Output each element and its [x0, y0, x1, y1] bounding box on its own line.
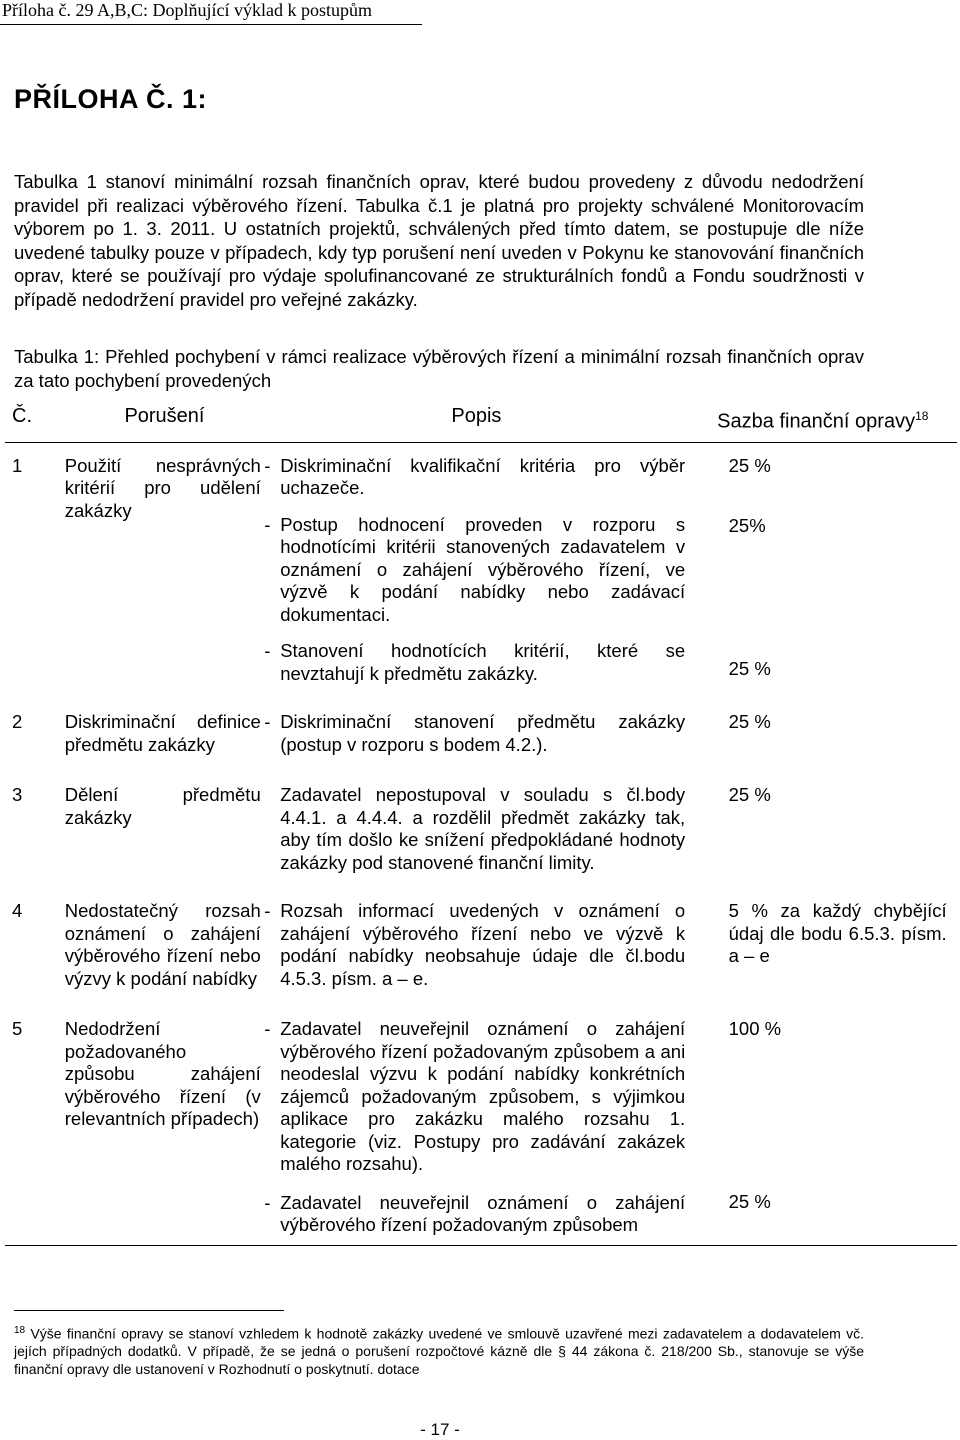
item-dash: -	[264, 513, 271, 535]
violation-cell	[65, 768, 264, 884]
footnote-text: Výše finanční opravy se stanoví vzhledem k hodnotě zakázky uvedené ve smlouvě uzavřené mezi zadavatelem a dodavatelem vč. jejích případných dodatků. V případě, že se jedná o porušení rozpočtové kázně dle § 44 zákona č. 218/200 Sb., stanovuje se výše finanční opravy dle ustanovení v Rozhodnutí o poskytnutí. dotace	[14, 1325, 865, 1377]
footnote	[14, 1322, 864, 1378]
item-dash: -	[264, 711, 271, 732]
violation-text: Nedostatečný rozsah oznámení o zahájení výběrového řízení nebo výzvy k podání nabídky	[64, 900, 261, 989]
row-number	[5, 442, 65, 695]
rate-value: 5 % za každý chybějící údaj dle bodu 6.5.3. písm. a – e	[728, 900, 947, 966]
rate-value: 25 %	[728, 1190, 771, 1212]
item-text: Zadavatel nepostupoval v souladu s čl.body 4.4.1. a 4.4.4. a rozdělil předmět zakázky tak, aby tím došlo ke snížení předpokládané hodnoty zakázky pod stanovené finanční limity.	[280, 784, 686, 873]
rate-cell	[689, 695, 957, 768]
description-item	[264, 1018, 685, 1176]
table-header-row	[5, 405, 957, 442]
table-row	[5, 768, 957, 884]
item-text: Rozsah informací uvedených v oznámení o zahájení výběrového řízení nebo ve výzvě k podání nabídky neobsahuje údaje dle čl.bodu 4.5.3. písm. a – e.	[280, 900, 686, 989]
rate-value: 25 %	[728, 784, 771, 805]
description-item	[264, 640, 685, 685]
table-row	[5, 695, 957, 768]
row-number-text: 3	[12, 784, 23, 805]
description-item	[264, 900, 685, 990]
rate-cell	[689, 442, 957, 695]
rate-value: 100 %	[728, 1018, 782, 1039]
rate-value: 25%	[728, 515, 766, 536]
row-number	[5, 768, 65, 884]
description-item	[264, 711, 685, 756]
violation-cell	[65, 695, 264, 768]
table-row	[5, 884, 957, 1002]
page-header: Příloha č. 29 A,B,C: Doplňující výklad k postupům	[0, 0, 422, 25]
footnote-number: 18	[14, 1325, 26, 1336]
intro-paragraph: Tabulka 1 stanoví minimální rozsah finančních oprav, které budou provedeny z důvodu nedodržení pravidel při realizaci výběrového řízení. Tabulka č.1 je platná pro projekty schválené Monitorovacím výborem po 1. 3. 2011. U ostatních projektů, schválených před tímto datem, se postupuje dle níže uvedené tabulky pouze v případech, kdy typ porušení není uveden v Pokynu ke stanovování finančních oprav, které se používají pro výdaje spolufinancované ze strukturálních fondů a Fondu soudržnosti v případě nedodržení pravidel pro veřejné zakázky.	[14, 171, 864, 310]
description-cell	[264, 768, 688, 884]
row-number-text: 4	[12, 900, 23, 921]
violation-text: Diskriminační definice předmětu zakázky	[64, 711, 261, 755]
item-dash: -	[264, 454, 271, 476]
violation-text: Použití nesprávných kritérií pro udělení zakázky	[64, 454, 261, 521]
rate-value: 25 %	[728, 454, 771, 476]
header-rate-label: Sazba finanční opravy	[717, 410, 916, 433]
table-row	[5, 442, 957, 695]
item-dash: -	[264, 1191, 271, 1213]
rate-cell	[689, 884, 957, 1002]
page-number: - 17 -	[420, 1420, 460, 1439]
row-number	[5, 695, 65, 768]
item-text: Stanovení hodnotících kritérií, které se nevztahují k předmětu zakázky.	[280, 640, 686, 684]
corrections-table	[5, 405, 957, 1246]
header-rate-footnote-ref: 18	[915, 409, 929, 423]
row-number-text: 2	[12, 711, 23, 732]
item-text: Diskriminační kvalifikační kritéria pro výběr uchazeče.	[280, 454, 686, 498]
violation-text: Nedodržení požadovaného způsobu zahájení výběrového řízení (v relevantních případech)	[64, 1018, 261, 1129]
table-caption: Tabulka 1: Přehled pochybení v rámci realizace výběrových řízení a minimální rozsah finančních oprav za tato pochybení provedených	[14, 346, 864, 391]
header-description: Popis	[264, 405, 688, 442]
description-cell	[264, 695, 688, 768]
description-item	[264, 514, 685, 627]
violation-text: Dělení předmětu zakázky	[64, 784, 261, 828]
violation-cell	[65, 884, 264, 1002]
item-text: Diskriminační stanovení předmětu zakázky (postup v rozporu s bodem 4.2.).	[280, 711, 686, 755]
page-title: PŘÍLOHA Č. 1:	[14, 84, 208, 114]
rate-value: 25 %	[728, 657, 771, 679]
item-text: Zadavatel neuveřejnil oznámení o zahájení výběrového řízení požadovaným způsobem a ani neodeslal výzvu k podání nabídky konkrétních zájemců požadovaným způsobem, s výjimkou aplikace pro zakázku malého rozsahu 1. kategorie (viz. Postupy pro zadávání zakázek malého rozsahu).	[280, 1018, 686, 1174]
item-dash: -	[264, 1018, 271, 1039]
description-cell	[264, 1002, 688, 1245]
description-item	[264, 455, 685, 500]
row-number	[5, 884, 65, 1002]
header-violation: Porušení	[65, 405, 264, 442]
row-number-text: 1	[12, 454, 23, 476]
description-cell	[264, 884, 688, 1002]
violation-cell	[65, 1002, 264, 1245]
footnote-separator	[14, 1310, 284, 1311]
description-item	[264, 784, 685, 874]
table-row	[5, 1002, 957, 1245]
description-item	[264, 1192, 685, 1237]
item-text: Zadavatel neuveřejnil oznámení o zahájení výběrového řízení požadovaným způsobem	[280, 1191, 686, 1235]
item-text: Postup hodnocení proveden v rozporu s hodnotícími kritérii stanovených zadavatelem v oznámení o zahájení výběrového řízení, ve výzvě k podání nabídky nebo zadávací dokumentaci.	[280, 513, 686, 625]
header-num: Č.	[5, 405, 65, 442]
row-number-text: 5	[12, 1018, 23, 1039]
item-dash: -	[264, 640, 271, 661]
rate-cell	[689, 768, 957, 884]
description-cell	[264, 442, 688, 695]
header-rate	[689, 405, 957, 442]
violation-cell	[65, 442, 264, 695]
rate-value: 25 %	[728, 711, 771, 732]
rate-cell	[689, 1002, 957, 1245]
item-dash: -	[264, 900, 271, 921]
row-number	[5, 1002, 65, 1245]
